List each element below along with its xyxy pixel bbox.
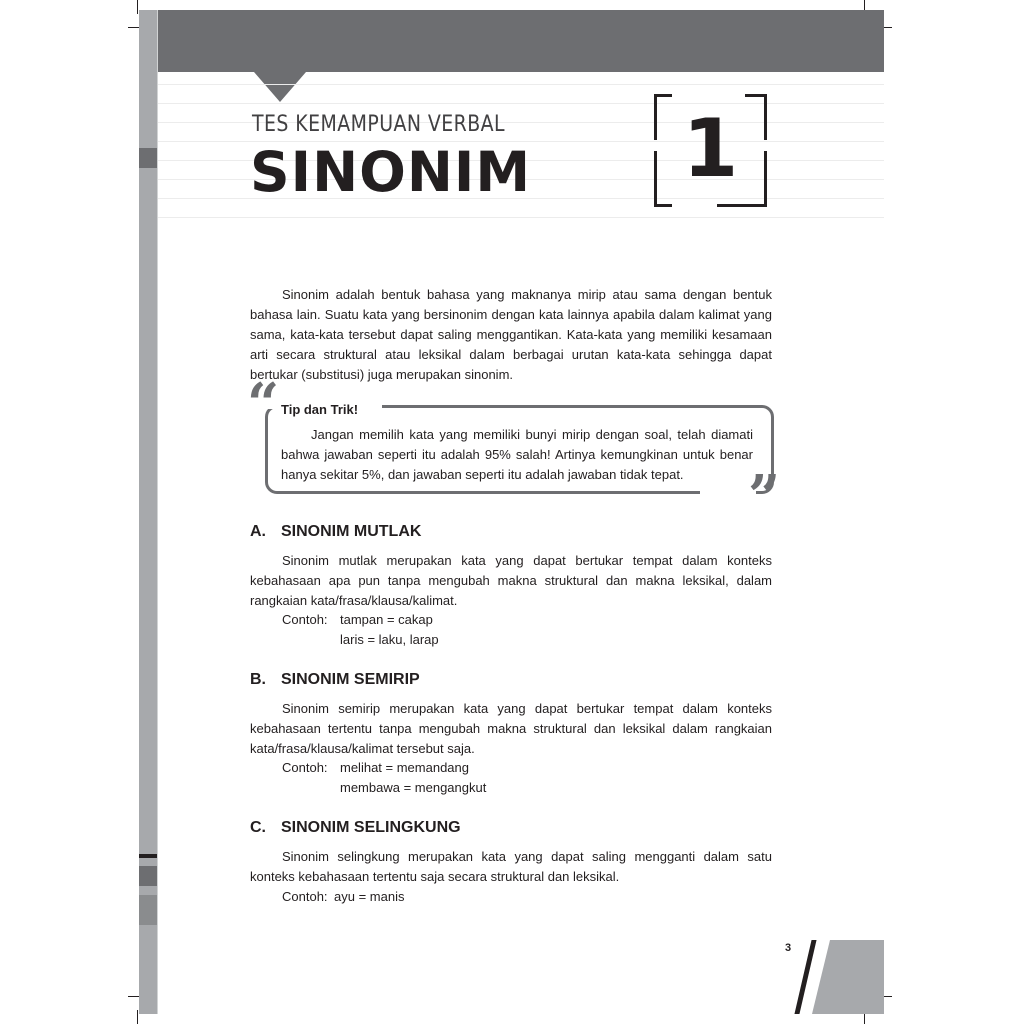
example-item: laris = laku, larap [340,632,439,647]
open-quote-icon: “ [247,371,280,437]
section-heading-a [250,523,421,541]
tip-title: Tip dan Trik! [281,402,359,417]
section-title: SINONIM MUTLAK [281,523,422,540]
page-number: 3 [785,942,792,954]
intro-paragraph: Sinonim adalah bentuk bahasa yang maknanya mirip atau sama dengan bentuk bahasa lain. Suatu kata yang bersinonim dengan kata lainnya apabila dalam kalimat yang sama, kata-kata tersebut dapat saling menggantikan. Kata-kata yang memiliki kesamaan arti secara struktural atau leksikal dalam berbagai urutan kata-kata sehingga dapat bertukar (substitusi) juga merupakan sinonim. [250,287,772,382]
tip-text: Jangan memilih kata yang memiliki bunyi mirip dengan soal, telah diamati bahwa jawaban seperti itu adalah 95% salah! Artinya kemungkinan untuk benar hanya sekitar 5%, dan jawaban seperti itu adalah jawaban tidak tepat. [281,427,753,482]
section-heading-c [250,819,461,837]
example-item: melihat = memandang [340,760,469,775]
spine-accent [139,854,158,858]
example-label: Contoh: [282,612,328,627]
header-band [158,10,884,72]
section-title: SINONIM SEMIRIP [281,671,420,688]
example-label: Contoh: [282,760,328,775]
section-letter: B. [250,671,266,688]
chapter-title: SINONIM [250,140,532,204]
example-item: membawa = mengangkut [340,780,487,795]
spine-accent [139,895,158,925]
footer-block [812,940,884,1014]
section-letter: C. [250,819,266,836]
crop-mark [137,1010,138,1024]
section-title: SINONIM SELINGKUNG [281,819,461,836]
section-text-b: Sinonim semirip merupakan kata yang dapat bertukar tempat dalam konteks kebahasaan tertentu tanpa mengubah makna struktural dan leksikal dalam rangkaian kata/frasa/klausa/kalimat tersebut saja. [250,701,772,756]
header-stripe [158,217,884,218]
footer-slash [794,940,816,1014]
header-stripe [158,84,884,85]
spine-accent [139,866,158,886]
example-label: Contoh: [282,889,328,904]
section-text-a: Sinonim mutlak merupakan kata yang dapat bertukar tempat dalam konteks kebahasaan apa pun tanpa mengubah makna struktural dan makna leksikal, dalam rangkaian kata/frasa/klausa/kalimat. [250,553,772,608]
header-stripe [158,103,884,104]
section-letter: A. [250,523,266,540]
header-notch [254,72,306,102]
chapter-subtitle: TES KEMAMPUAN VERBAL [252,112,505,137]
section-text-c: Sinonim selingkung merupakan kata yang dapat saling mengganti dalam satu konteks kebahasaan tertentu saja secara struktural dan leksikal. [250,849,772,884]
example-item: ayu = manis [334,889,405,904]
section-heading-b [250,671,420,689]
crop-mark [137,0,138,14]
chapter-number: 1 [682,102,739,195]
spine-accent [139,148,158,168]
example-item: tampan = cakap [340,612,433,627]
close-quote-icon: ” [748,463,781,529]
